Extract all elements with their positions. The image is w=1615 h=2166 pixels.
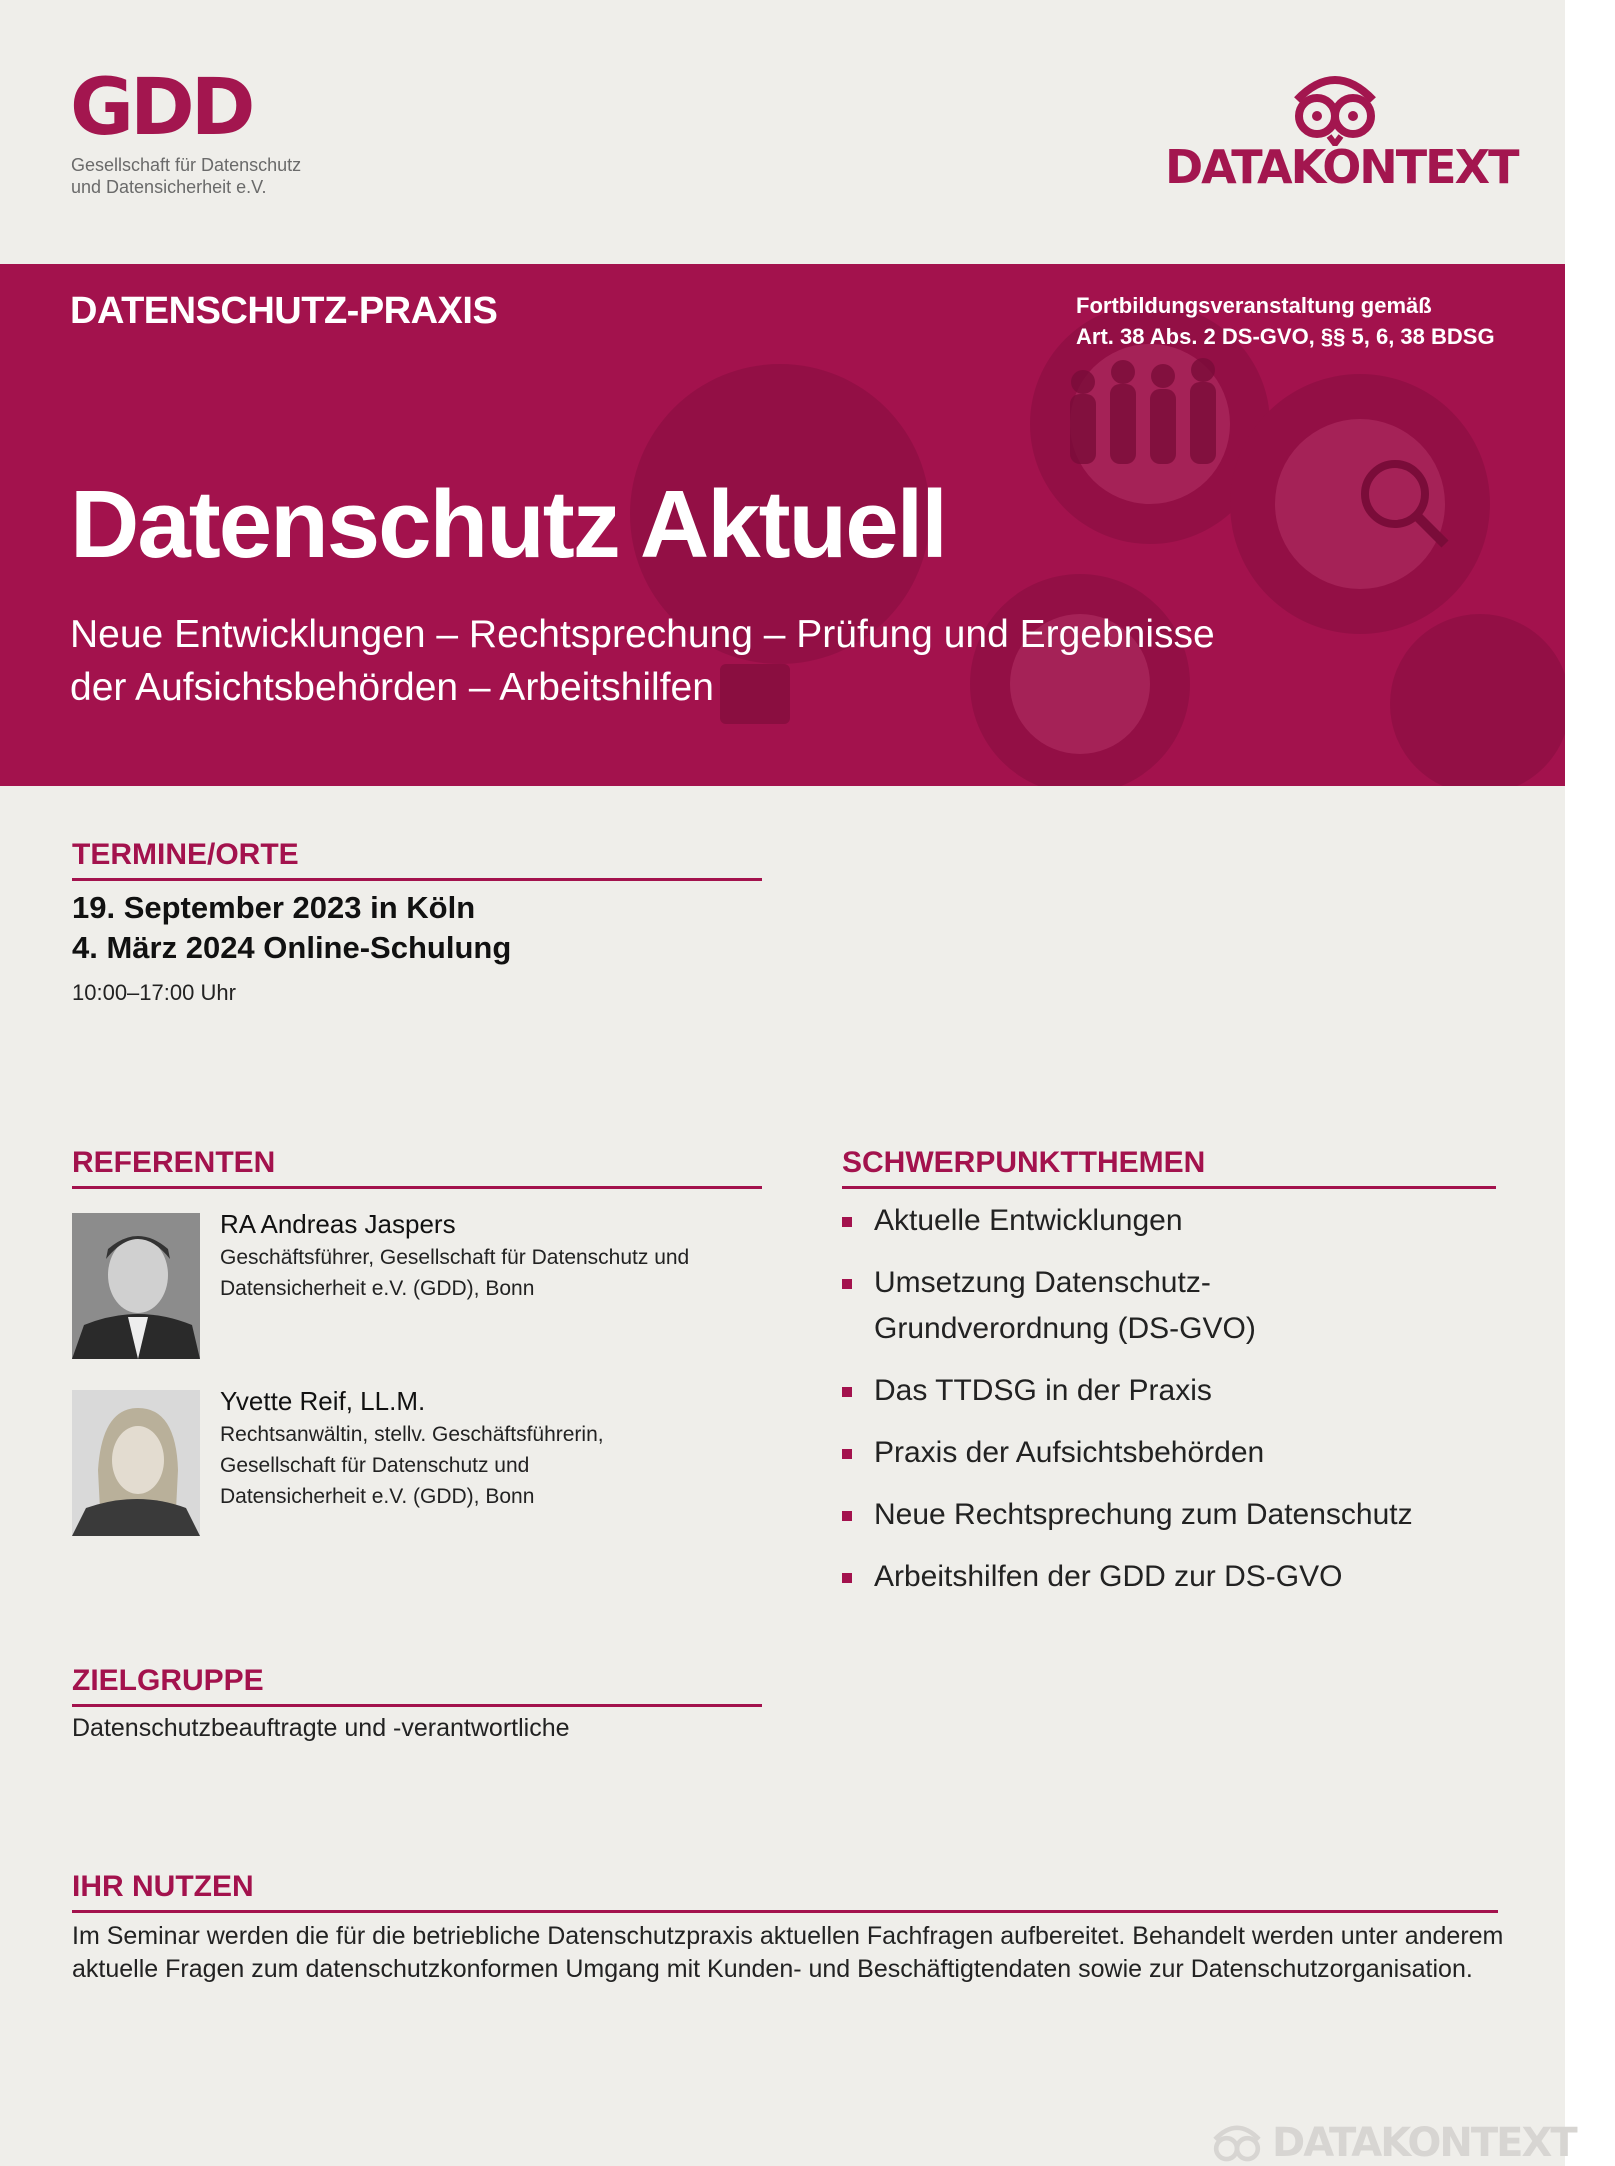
- schwerpunkt-heading: SCHWERPUNKTTHEMEN: [842, 1146, 1206, 1179]
- speaker-desc-jaspers: Geschäftsführer, Gesellschaft für Datenschutz und Datensicherheit e.V. (GDD), Bonn: [220, 1246, 690, 1300]
- datakontext-logo: DATAKONTEXT: [1165, 140, 1518, 194]
- speaker-desc-reif: Rechtsanwältin, stellv. Geschäftsführerin, Gesellschaft für Datenschutz und Datensicherheit e.V. (GDD), Bonn: [220, 1423, 604, 1508]
- list-item: Neue Rechtsprechung zum Datenschutz: [842, 1492, 1502, 1538]
- footer-datakontext-logo: DATAKONTEXT: [1272, 2120, 1576, 2166]
- zielgruppe-text: Datenschutzbeauftragte und -verantwortliche: [72, 1714, 570, 1742]
- nutzen-heading: IHR NUTZEN: [72, 1870, 254, 1903]
- speaker-name-jaspers: RA Andreas Jaspers: [220, 1209, 456, 1239]
- schwerpunkt-rule: [842, 1186, 1496, 1189]
- termine-time: 10:00–17:00 Uhr: [72, 980, 236, 1005]
- gdd-subtitle: Gesellschaft für Datenschutz und Datensicherheit e.V.: [71, 155, 302, 197]
- page-subtitle: Neue Entwicklungen – Rechtsprechung – Prüfung und Ergebnisse der Aufsichtsbehörden – Arbeitshilfen: [70, 613, 1215, 709]
- speaker-photo-reif: [72, 1390, 200, 1536]
- list-item: Das TTDSG in der Praxis: [842, 1368, 1502, 1414]
- list-item: Aktuelle Entwicklungen: [842, 1198, 1502, 1244]
- list-item: Umsetzung Datenschutz-Grundverordnung (DS-GVO): [842, 1260, 1434, 1352]
- termine-dates: [72, 888, 511, 968]
- list-item: Arbeitshilfen der GDD zur DS-GVO: [842, 1554, 1502, 1600]
- date-online: 4. März 2024 Online-Schulung: [72, 930, 512, 965]
- zielgruppe-rule: [72, 1704, 762, 1707]
- speaker-photo-jaspers: [72, 1213, 200, 1359]
- series-label: DATENSCHUTZ-PRAXIS: [70, 290, 498, 332]
- bullet-icon: [842, 1511, 852, 1521]
- termine-rule: [72, 878, 762, 881]
- gdd-logo: [70, 72, 330, 142]
- owl-icon: [1287, 70, 1383, 146]
- termine-heading: TERMINE/ORTE: [72, 838, 299, 871]
- date-koeln: 19. September 2023 in Köln: [72, 890, 476, 925]
- footer-owl-icon: [1208, 2122, 1266, 2166]
- nutzen-text: Im Seminar werden die für die betriebliche Datenschutzpraxis aktuellen Fachfragen aufbereitet. Behandelt werden unter anderem aktuelle Fragen zum datenschutzkonformen Umgang mit Kunden- und Beschäftigtendaten sowie zur Datenschutzorganisation.: [72, 1922, 1504, 1983]
- fortbildung-note: Fortbildungsveranstaltung gemäß Art. 38 Abs. 2 DS-GVO, §§ 5, 6, 38 BDSG: [1076, 293, 1495, 349]
- speaker-name-reif: Yvette Reif, LL.M.: [220, 1386, 426, 1416]
- bullet-icon: [842, 1449, 852, 1459]
- topic-list: [842, 1198, 1502, 1616]
- referenten-rule: [72, 1186, 762, 1189]
- gdd-logo-text: GDD: [70, 72, 252, 142]
- bullet-icon: [842, 1279, 852, 1289]
- list-item: Praxis der Aufsichtsbehörden: [842, 1430, 1502, 1476]
- page-title: Datenschutz Aktuell: [70, 471, 946, 578]
- bullet-icon: [842, 1387, 852, 1397]
- nutzen-rule: [72, 1910, 1498, 1913]
- zielgruppe-heading: ZIELGRUPPE: [72, 1664, 264, 1697]
- bullet-icon: [842, 1217, 852, 1227]
- referenten-heading: REFERENTEN: [72, 1146, 276, 1179]
- bullet-icon: [842, 1573, 852, 1583]
